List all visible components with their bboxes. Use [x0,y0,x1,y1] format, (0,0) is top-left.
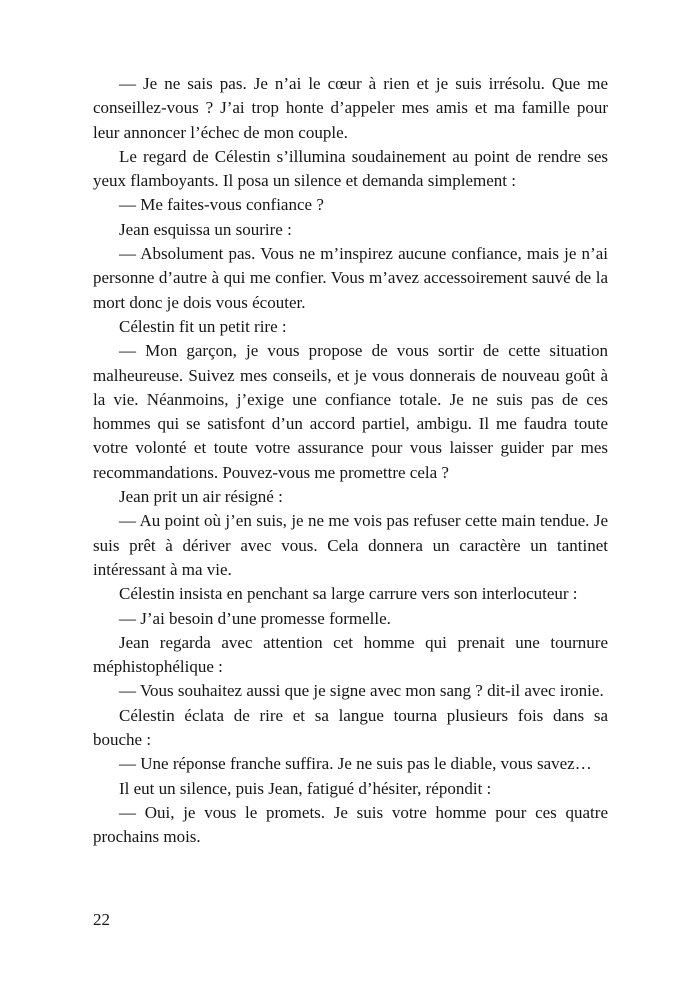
page-text [93,72,608,850]
paragraph: — Au point où j’en suis, je ne me vois pas refuser cette main tendue. Je suis prêt à dériver avec vous. Cela donnera un caractère un tantinet intéressant à ma vie. [93,511,608,579]
paragraph: — Oui, je vous le promets. Je suis votre homme pour ces quatre prochains mois. [93,802,608,847]
paragraph: — Vous souhaitez aussi que je signe avec mon sang ? dit-il avec ironie. [119,681,604,701]
paragraph: Célestin fit un petit rire : [119,316,287,336]
paragraph: — Absolument pas. Vous ne m’inspirez aucune confiance, mais je n’ai personne d’autre à qui me confier. Vous m’avez accessoirement sauvé de la mort donc je dois vous écouter. [93,244,608,312]
paragraph: Célestin insista en penchant sa large carrure vers son interlocuteur : [119,584,578,604]
paragraph: Le regard de Célestin s’illumina soudainement au point de rendre ses yeux flamboyants. Il posa un silence et demanda simplement : [93,146,608,191]
paragraph: — Me faites-vous confiance ? [119,195,324,215]
paragraph: Jean prit un air résigné : [119,487,283,507]
paragraph: — Mon garçon, je vous propose de vous sortir de cette situation malheureuse. Suivez mes conseils, et je vous donnerais de nouveau goût à la vie. Néanmoins, j’exige une confiance totale. Je ne suis pas de ces hommes qui se satisfont d’un accord partiel, ambigu. Il me faudra toute votre volonté et toute votre assurance pour vous laisser guider par mes recommandations. Pouvez-vous me promettre cela ? [93,341,608,482]
paragraph: — Je ne sais pas. Je n’ai le cœur à rien et je suis irrésolu. Que me conseillez-vous ? J’ai trop honte d’appeler mes amis et ma famille pour leur annoncer l’échec de mon couple. [93,74,608,142]
paragraph: — Une réponse franche suffira. Je ne suis pas le diable, vous savez… [119,754,592,774]
page-number: 22 [93,910,110,929]
paragraph: Il eut un silence, puis Jean, fatigué d’hésiter, répondit : [119,778,492,798]
paragraph: Jean esquissa un sourire : [119,219,292,239]
paragraph: Jean regarda avec attention cet homme qui prenait une tournure méphistophélique : [93,632,608,677]
paragraph: — J’ai besoin d’une promesse formelle. [119,608,391,628]
paragraph: Célestin éclata de rire et sa langue tourna plusieurs fois dans sa bouche : [93,705,608,750]
